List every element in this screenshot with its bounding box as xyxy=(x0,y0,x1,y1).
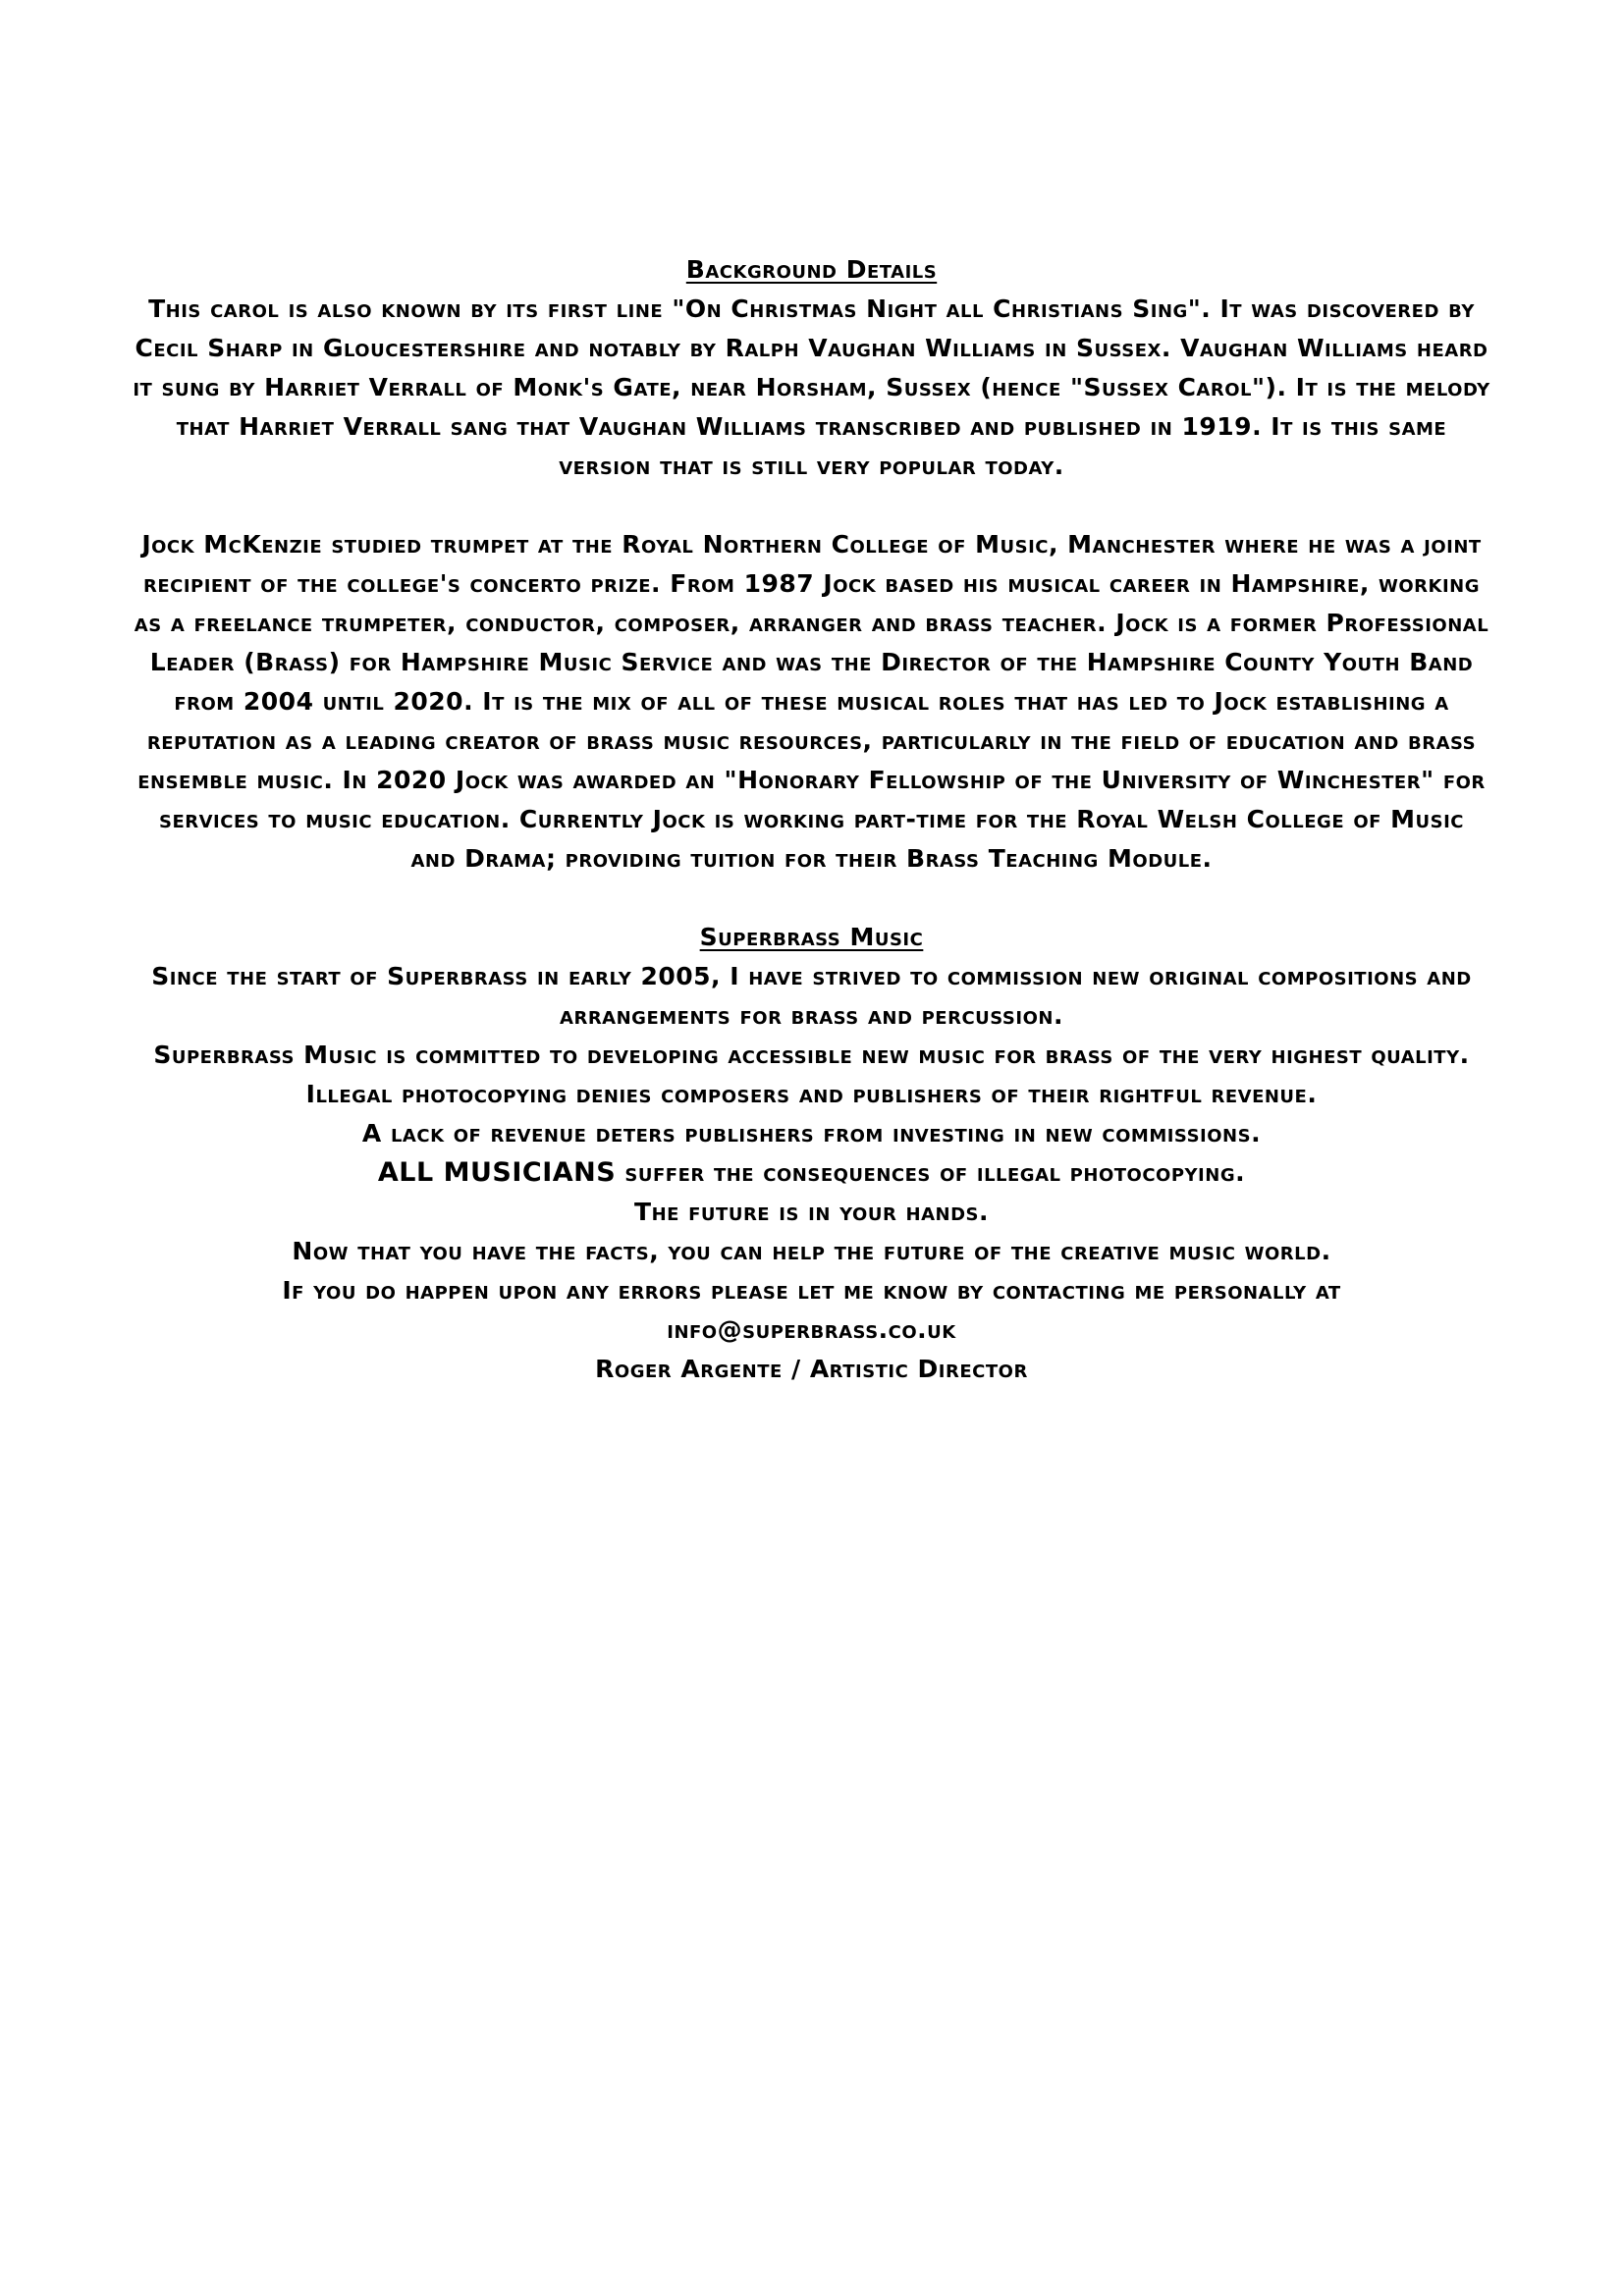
superbrass-mission-line: Since the start of Superbrass in early 2005, I have strived to commission new original compositions and arrangements for brass and percussion. xyxy=(151,962,1472,1030)
all-musicians-emphasis: ALL MUSICIANS xyxy=(377,1157,617,1188)
revenue-warning-line: A lack of revenue deters publishers from investing in new commissions. xyxy=(361,1119,1262,1148)
musicians-consequence-line xyxy=(133,1153,1490,1193)
photocopying-warning-line: Illegal photocopying denies composers and publishers of their rightful revenue. xyxy=(305,1080,1318,1108)
background-details-heading: Background Details xyxy=(685,255,938,284)
contact-email: info@superbrass.co.uk xyxy=(667,1315,956,1344)
background-details-section xyxy=(133,250,1490,486)
facts-line: Now that you have the facts, you can help the future of the creative music world. xyxy=(292,1237,1331,1265)
background-details-text: This carol is also known by its first line "On Christmas Night all Christians Sing". It was discovered by Cecil Sharp in Gloucestershire and notably by Ralph Vaughan Williams in Sussex. Vaughan Williams heard it sung by Harriet Verrall of Monk's Gate, near Horsham, Sussex (hence "Sussex Carol"). It is the melody that Harriet Verrall sang that Vaughan Williams transcribed and published in 1919. It is this same version that is still very popular today. xyxy=(133,294,1490,480)
superbrass-music-section xyxy=(133,918,1490,1389)
biography-section xyxy=(133,525,1490,879)
section-spacer xyxy=(133,879,1490,918)
section-spacer xyxy=(133,486,1490,525)
biography-text: Jock McKenzie studied trumpet at the Royal Northern College of Music, Manchester where he was a joint recipient of the college's concerto prize. From 1987 Jock based his musical career in Hampshire, working as a freelance trumpeter, conductor, composer, arranger and brass teacher. Jock is a former Professional Leader (Brass) for Hampshire Music Service and was the Director of the Hampshire County Youth Band from 2004 until 2020. It is the mix of all of these musical roles that has led to Jock establishing a reputation as a leading creator of brass music resources, particularly in the field of education and brass ensemble music. In 2020 Jock was awarded an "Honorary Fellowship of the University of Winchester" for services to music education. Currently Jock is working part-time for the Royal Welsh College of Music and Drama; providing tuition for their Brass Teaching Module. xyxy=(134,530,1489,873)
future-line: The future is in your hands. xyxy=(634,1198,989,1226)
superbrass-commitment-line: Superbrass Music is committed to developing accessible new music for brass of the very highest quality. xyxy=(153,1041,1470,1069)
errors-contact-line: If you do happen upon any errors please let me know by contacting me personally at xyxy=(282,1276,1341,1305)
superbrass-music-heading: Superbrass Music xyxy=(699,923,924,951)
document-content xyxy=(133,250,1490,1389)
signature-line: Roger Argente / Artistic Director xyxy=(595,1355,1028,1383)
musicians-consequence-rest: suffer the consequences of illegal photocopying. xyxy=(616,1158,1246,1187)
